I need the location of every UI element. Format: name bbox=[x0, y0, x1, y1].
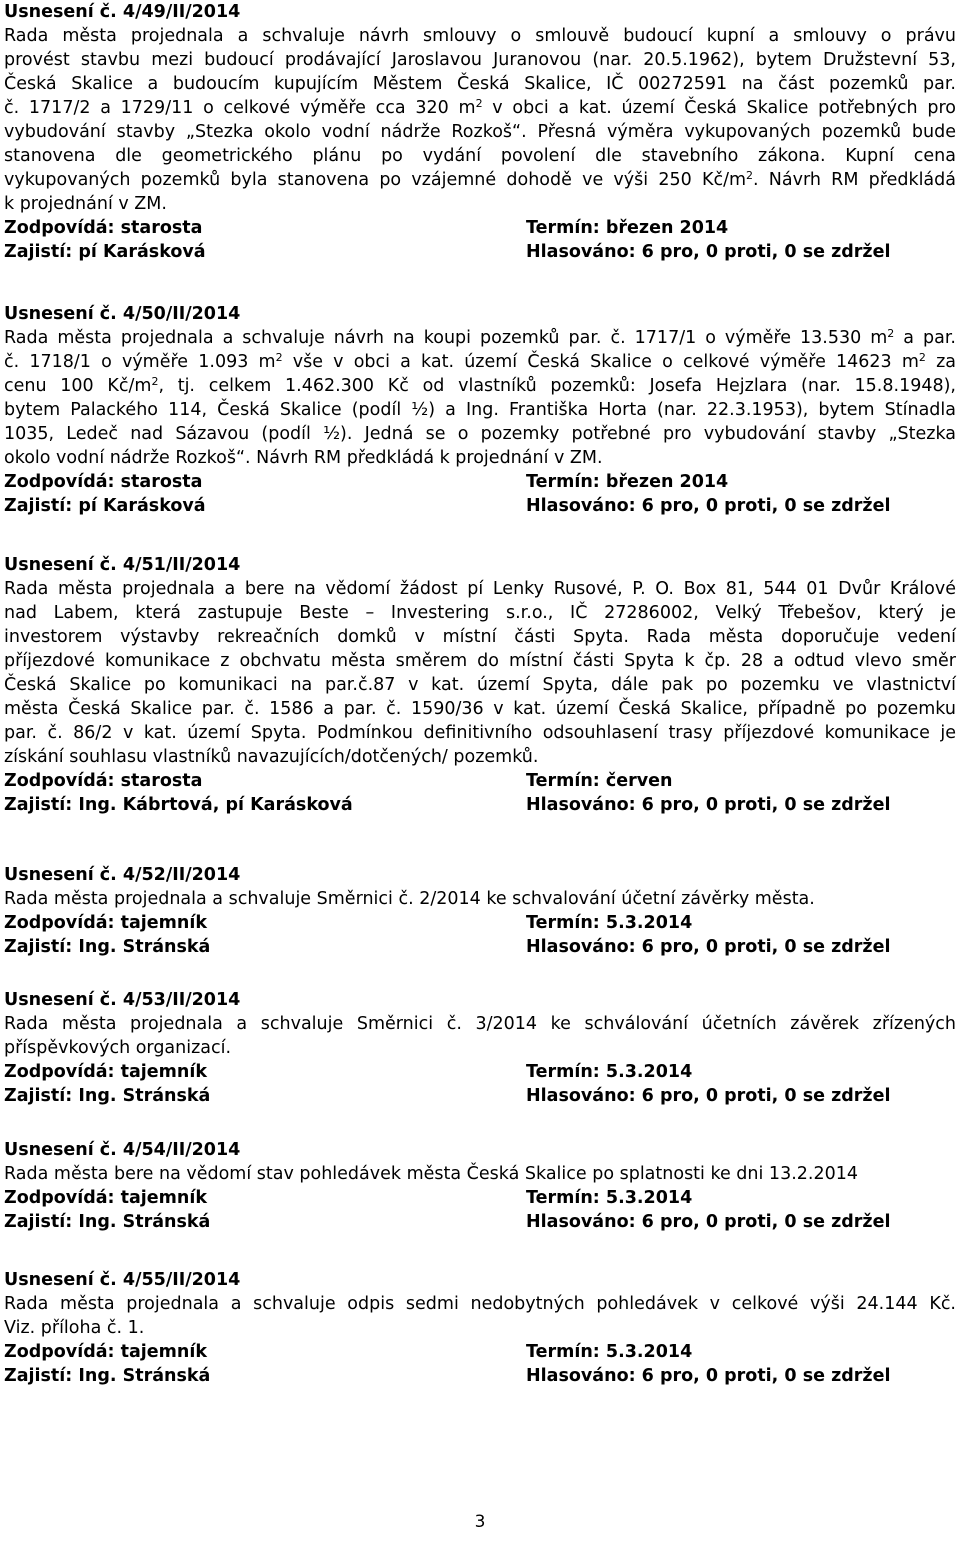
page-number: 3 bbox=[474, 1512, 486, 1532]
superscript: 2 bbox=[887, 327, 895, 340]
resolution-heading: Usnesení č. 4/52/II/2014 bbox=[4, 865, 241, 885]
text-run: Rada města projednala a schvaluje návrh na koupi pozemků par. č. 1717/1 o výměře 13.530 m bbox=[4, 328, 888, 348]
resolution-text-line bbox=[4, 649, 956, 673]
responsibility-row bbox=[4, 216, 956, 240]
vote-result: Hlasováno: 6 pro, 0 proti, 0 se zdržel bbox=[526, 1212, 891, 1232]
text-run: získání souhlasu vlastníků navazujících/dotčených/ pozemků. bbox=[4, 747, 539, 767]
resolution-text-line bbox=[4, 168, 956, 192]
text-run: provést stavbu mezi budoucí prodávající Jaroslavou Juranovou (nar. 20.5.1962), bytem Družstevní 53, bbox=[4, 50, 956, 70]
resolution-text-line bbox=[4, 398, 956, 422]
resolution-heading: Usnesení č. 4/49/II/2014 bbox=[4, 2, 241, 22]
text-run: č. 1717/2 a 1729/11 o celkové výměře cca 320 m bbox=[4, 98, 476, 118]
resolution-r55 bbox=[4, 1268, 956, 1388]
resolution-text-line bbox=[4, 96, 956, 120]
text-run: města Česká Skalice par. č. 1586 a par. č. 1590/36 v kat. území Česká Skalice, případně po pozemku bbox=[4, 699, 956, 719]
ensured-by: Zajistí: pí Karásková bbox=[4, 242, 206, 262]
text-run: nad Labem, která zastupuje Beste – Investering s.r.o., IČ 27286002, Velký Třebešov, který je bbox=[4, 603, 956, 623]
vote-row bbox=[4, 240, 956, 264]
vote-result: Hlasováno: 6 pro, 0 proti, 0 se zdržel bbox=[526, 937, 891, 957]
resolution-text-line bbox=[4, 120, 956, 144]
text-run: investorem výstavby rekreačních domků v místní části Spyta. Rada města doporučuje vedení bbox=[4, 627, 956, 647]
text-run: k projednání v ZM. bbox=[4, 194, 167, 214]
text-run: par. č. 86/2 v kat. území Spyta. Podmínkou definitivního odsouhlasení trasy příjezdové komunikace je bbox=[4, 723, 956, 743]
resolution-r53 bbox=[4, 988, 956, 1108]
resolution-text-line bbox=[4, 350, 956, 374]
resolution-text-line bbox=[4, 422, 956, 446]
deadline: Termín: 5.3.2014 bbox=[526, 1062, 693, 1082]
resolution-text-line bbox=[4, 1162, 956, 1186]
resolution-text-line bbox=[4, 144, 956, 168]
text-run: vše v obci a kat. území Česká Skalice o celkové výměře 14623 m bbox=[282, 352, 919, 372]
resolution-text-line bbox=[4, 24, 956, 48]
responsible-person: Zodpovídá: tajemník bbox=[4, 1342, 207, 1362]
text-run: Rada města bere na vědomí stav pohledávek města Česká Skalice po splatnosti ke dni 13.2.2014 bbox=[4, 1164, 858, 1184]
ensured-by: Zajistí: Ing. Kábrtová, pí Karásková bbox=[4, 795, 353, 815]
resolution-text-line bbox=[4, 601, 956, 625]
text-run: příspěvkových organizací. bbox=[4, 1038, 232, 1058]
resolution-text-line bbox=[4, 625, 956, 649]
resolution-text-line bbox=[4, 326, 956, 350]
resolution-r52 bbox=[4, 863, 956, 959]
superscript: 2 bbox=[746, 169, 754, 182]
resolution-heading: Usnesení č. 4/51/II/2014 bbox=[4, 555, 241, 575]
resolution-r49 bbox=[4, 0, 956, 264]
text-run: bytem Palackého 114, Česká Skalice (podíl ½) a Ing. Františka Horta (nar. 22.3.1953), bytem Stínadla bbox=[4, 400, 956, 420]
vote-row bbox=[4, 793, 956, 817]
vote-row bbox=[4, 1364, 956, 1388]
text-run: stanovena dle geometrického plánu po vydání povolení dle stavebního zákona. Kupní cena bbox=[4, 146, 956, 166]
responsibility-row bbox=[4, 1186, 956, 1210]
deadline: Termín: 5.3.2014 bbox=[526, 913, 693, 933]
resolution-text-line bbox=[4, 673, 956, 697]
text-run: Rada města projednala a schvaluje odpis sedmi nedobytných pohledávek v celkové výši 24.144 Kč. bbox=[4, 1294, 956, 1314]
resolution-text-line bbox=[4, 374, 956, 398]
text-run: za bbox=[925, 352, 956, 372]
resolution-text-line bbox=[4, 1316, 956, 1340]
resolution-r50 bbox=[4, 302, 956, 518]
responsible-person: Zodpovídá: tajemník bbox=[4, 1062, 207, 1082]
text-run: v obci a kat. území Česká Skalice potřebných pro bbox=[482, 98, 956, 118]
vote-row bbox=[4, 1084, 956, 1108]
resolution-heading: Usnesení č. 4/53/II/2014 bbox=[4, 990, 241, 1010]
resolution-text-line bbox=[4, 745, 956, 769]
text-run: Rada města projednala a schvaluje Směrnici č. 3/2014 ke schválování účetních závěrek zřízených bbox=[4, 1014, 956, 1034]
text-run: Rada města projednala a schvaluje Směrnici č. 2/2014 ke schvalování účetní závěrky města. bbox=[4, 889, 815, 909]
resolution-text-line bbox=[4, 48, 956, 72]
text-run: Česká Skalice po komunikaci na par.č.87 v kat. území Spyta, dále pak po pozemku ve vlastnictví bbox=[4, 675, 956, 695]
deadline: Termín: 5.3.2014 bbox=[526, 1342, 693, 1362]
responsibility-row bbox=[4, 470, 956, 494]
resolution-text-line bbox=[4, 697, 956, 721]
text-run: . Návrh RM předkládá bbox=[753, 170, 956, 190]
deadline: Termín: červen bbox=[526, 771, 673, 791]
ensured-by: Zajistí: Ing. Stránská bbox=[4, 1366, 211, 1386]
vote-row bbox=[4, 494, 956, 518]
responsibility-row bbox=[4, 911, 956, 935]
vote-result: Hlasováno: 6 pro, 0 proti, 0 se zdržel bbox=[526, 1366, 891, 1386]
text-run: vykupovaných pozemků byla stanovena po vzájemné dohodě ve výši 250 Kč/m bbox=[4, 170, 747, 190]
superscript: 2 bbox=[151, 375, 159, 388]
vote-result: Hlasováno: 6 pro, 0 proti, 0 se zdržel bbox=[526, 242, 891, 262]
deadline: Termín: březen 2014 bbox=[526, 218, 729, 238]
vote-result: Hlasováno: 6 pro, 0 proti, 0 se zdržel bbox=[526, 496, 891, 516]
text-run: okolo vodní nádrže Rozkoš“. Návrh RM předkládá k projednání v ZM. bbox=[4, 448, 603, 468]
superscript: 2 bbox=[475, 97, 483, 110]
text-run: příjezdové komunikace z obchvatu města směrem do místní části Spyta k čp. 28 a odtud vlevo směr bbox=[4, 651, 956, 671]
responsibility-row bbox=[4, 1340, 956, 1364]
vote-result: Hlasováno: 6 pro, 0 proti, 0 se zdržel bbox=[526, 1086, 891, 1106]
text-run: cenu 100 Kč/m bbox=[4, 376, 152, 396]
resolution-heading: Usnesení č. 4/54/II/2014 bbox=[4, 1140, 241, 1160]
resolution-text-line bbox=[4, 72, 956, 96]
text-run: Rada města projednala a schvaluje návrh smlouvy o smlouvě budoucí kupní a smlouvy o právu bbox=[4, 26, 956, 46]
responsible-person: Zodpovídá: tajemník bbox=[4, 913, 207, 933]
resolution-text-line bbox=[4, 1036, 956, 1060]
resolution-r54 bbox=[4, 1138, 956, 1234]
ensured-by: Zajistí: pí Karásková bbox=[4, 496, 206, 516]
responsible-person: Zodpovídá: starosta bbox=[4, 218, 203, 238]
responsible-person: Zodpovídá: starosta bbox=[4, 472, 203, 492]
text-run: vybudování stavby „Stezka okolo vodní nádrže Rozkoš“. Přesná výměra vykupovaných pozemků bude bbox=[4, 122, 956, 142]
text-run: č. 1718/1 o výměře 1.093 m bbox=[4, 352, 276, 372]
superscript: 2 bbox=[275, 351, 283, 364]
resolution-text-line bbox=[4, 721, 956, 745]
deadline: Termín: 5.3.2014 bbox=[526, 1188, 693, 1208]
ensured-by: Zajistí: Ing. Stránská bbox=[4, 1212, 211, 1232]
vote-row bbox=[4, 935, 956, 959]
resolution-text-line bbox=[4, 446, 956, 470]
resolution-text-line bbox=[4, 1012, 956, 1036]
ensured-by: Zajistí: Ing. Stránská bbox=[4, 937, 211, 957]
responsibility-row bbox=[4, 1060, 956, 1084]
text-run: , tj. celkem 1.462.300 Kč od vlastníků pozemků: Josefa Hejzlara (nar. 15.8.1948), bbox=[158, 376, 956, 396]
text-run: Rada města projednala a bere na vědomí žádost pí Lenky Rusové, P. O. Box 81, 544 01 Dvůr Králové bbox=[4, 579, 956, 599]
resolution-heading: Usnesení č. 4/55/II/2014 bbox=[4, 1270, 241, 1290]
resolution-heading: Usnesení č. 4/50/II/2014 bbox=[4, 304, 241, 324]
resolution-text-line bbox=[4, 577, 956, 601]
resolution-text-line bbox=[4, 192, 956, 216]
superscript: 2 bbox=[918, 351, 926, 364]
responsibility-row bbox=[4, 769, 956, 793]
resolution-text-line bbox=[4, 887, 956, 911]
responsible-person: Zodpovídá: starosta bbox=[4, 771, 203, 791]
text-run: Viz. příloha č. 1. bbox=[4, 1318, 145, 1338]
text-run: Česká Skalice a budoucím kupujícím Městem Česká Skalice, IČ 00272591 na část pozemků par. bbox=[4, 74, 956, 94]
resolution-r51 bbox=[4, 553, 956, 817]
responsible-person: Zodpovídá: tajemník bbox=[4, 1188, 207, 1208]
deadline: Termín: březen 2014 bbox=[526, 472, 729, 492]
text-run: 1035, Ledeč nad Sázavou (podíl ½). Jedná se o pozemky potřebné pro vybudování stavby „Stezka bbox=[4, 424, 956, 444]
ensured-by: Zajistí: Ing. Stránská bbox=[4, 1086, 211, 1106]
vote-result: Hlasováno: 6 pro, 0 proti, 0 se zdržel bbox=[526, 795, 891, 815]
vote-row bbox=[4, 1210, 956, 1234]
text-run: a par. bbox=[894, 328, 956, 348]
resolution-text-line bbox=[4, 1292, 956, 1316]
